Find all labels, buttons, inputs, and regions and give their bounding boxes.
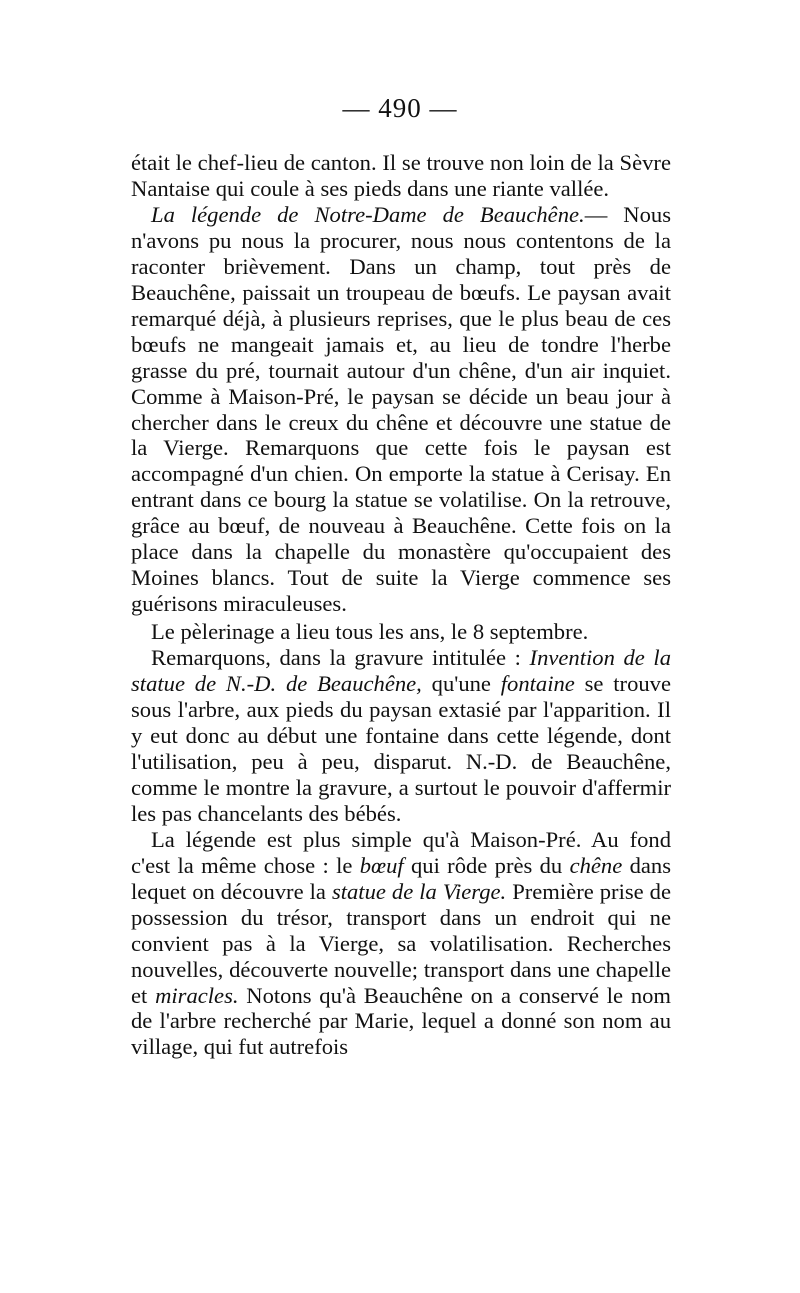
paragraph (131, 645, 671, 827)
body-text (131, 150, 671, 1060)
text-run: qu'une (421, 671, 501, 697)
paragraph (131, 150, 671, 202)
italic-term: bœuf (359, 852, 404, 878)
italic-term: chêne (569, 852, 623, 878)
text-run: Première prise de possession du trésor, transport dans un endroit qui ne convient pas à la Vierge, sa volatilisation. Recherches nouvelles, découverte nouvelle; transport dans une chapelle et (131, 878, 671, 1008)
text-run: — Nous n'avons pu nous la procurer, nous nous contentons de la raconter brièvement. Dans un champ, tout près de Beauchêne, paissait un troupeau de bœufs. Le paysan avait remarqué déjà, à plusieurs reprises, que le plus beau de ces bœufs ne mangeait jamais et, au lieu de tondre l'herbe grasse du pré, tournait autour d'un chêne, d'un air inquiet. Comme à Maison-Pré, le paysan se décide un beau jour à chercher dans le creux du chêne et découvre une statue de la Vierge. Remarquons que cette fois le paysan est accompagné d'un chien. On emporte la statue à Cerisay. En entrant dans ce bourg la statue se volatilise. On la retrouve, grâce au bœuf, de nouveau à Beauchêne. Cette fois on la place dans la chapelle du monastère qu'occupaient des Moines blancs. Tout de suite la Vierge commence ses guérisons miraculeuses. (131, 201, 671, 617)
text-run: Le pèlerinage a lieu tous les ans, le 8 septembre. (151, 619, 589, 645)
engraving-title: Invention de la statue de N.-D. de Beauchêne, (131, 645, 671, 697)
paragraph (131, 619, 671, 645)
text-run: était le chef-lieu de canton. Il se trouve non loin de la Sèvre Nantaise qui coule à ses pieds dans une riante vallée. (131, 150, 671, 201)
text-run: se trouve sous l'arbre, aux pieds du paysan extasié par l'apparition. Il y eut donc au début une fontaine dans cette légende, dont l'utilisation, peu à peu, disparut. N.-D. de Beauchêne, comme le montre la gravure, a surtout le pouvoir d'affermir les pas chancelants des bébés. (131, 671, 671, 826)
text-run: Notons qu'à Beauchêne on a conservé le nom de l'arbre recherché par Marie, lequel a donné son nom au village, qui fut autrefois (131, 982, 671, 1060)
text-run: La légende est plus simple qu'à Maison-Pré. Au fond c'est la même chose : le (131, 826, 671, 878)
section-title: La légende de Notre-Dame de Beauchêne. (151, 201, 585, 227)
paragraph (131, 202, 671, 617)
text-run: qui rôde près du (403, 852, 570, 878)
italic-term: fontaine (500, 671, 575, 697)
text-run: Remarquons, dans la gravure intitulée : (151, 645, 530, 671)
text-run: dans lequet on découvre la (131, 852, 671, 904)
italic-term: statue de la Vierge. (331, 878, 507, 904)
page-number: — 490 — (342, 93, 458, 123)
paragraph (131, 827, 671, 1061)
italic-term: miracles. (155, 982, 239, 1008)
